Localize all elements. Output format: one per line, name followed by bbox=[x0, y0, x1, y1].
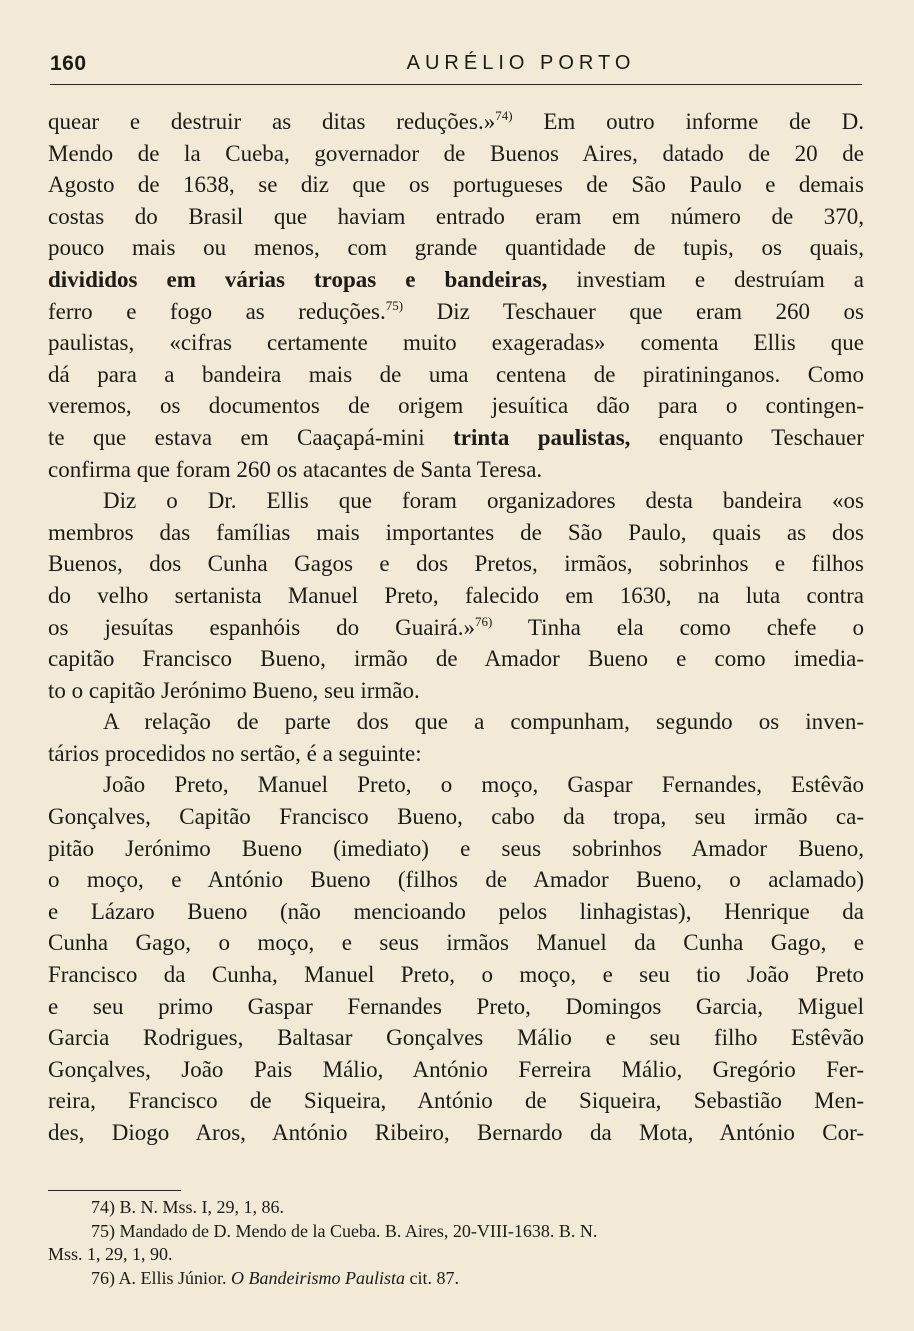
body-text bbox=[48, 106, 864, 1149]
footnote-ref: 75) bbox=[385, 297, 404, 313]
bold-text: trinta paulistas, bbox=[453, 424, 631, 450]
text-line bbox=[48, 612, 864, 644]
text-line: do velho sertanista Manuel Preto, falecido em 1630, na luta contra bbox=[48, 582, 864, 608]
text-line: Mendo de la Cueba, governador de Buenos Aires, datado de 20 de bbox=[48, 140, 864, 166]
text-segment: ferro e fogo as reduções. bbox=[48, 298, 386, 324]
text-line: o moço, e António Bueno (filhos de Amador Bueno, o aclamado) bbox=[48, 867, 864, 893]
text-line: Diz o Dr. Ellis que foram organizadores desta bandeira «os bbox=[103, 488, 864, 514]
text-line: pitão Jerónimo Bueno (imediato) e seus sobrinhos Amador Bueno, bbox=[48, 835, 864, 861]
text-line: des, Diogo Aros, António Ribeiro, Bernardo da Mota, António Cor- bbox=[48, 1120, 864, 1145]
text-segment: quear e destruir as ditas reduções.» bbox=[48, 109, 496, 134]
footnote: Mss. 1, 29, 1, 90. bbox=[48, 1244, 173, 1264]
text-line: A relação de parte dos que a compunham, segundo os inven- bbox=[103, 709, 864, 735]
text-segment: os jesuítas espanhóis do Guairá.» bbox=[48, 614, 475, 640]
text-line: Francisco da Cunha, Manuel Preto, o moço, e seu tio João Preto bbox=[48, 962, 864, 988]
text-segment: te que estava em Caaçapá-mini bbox=[48, 424, 454, 450]
footnote-ref: 74) bbox=[495, 108, 513, 123]
page-header bbox=[50, 50, 862, 85]
text-segment: Tinha ela como chefe o bbox=[492, 614, 864, 640]
book-title: O Bandeirismo Paulista bbox=[231, 1267, 406, 1288]
text-line: Cunha Gago, o moço, e seus irmãos Manuel da Cunha Gago, e bbox=[48, 930, 864, 956]
footnote-ref: 76) bbox=[475, 613, 493, 629]
text-line: pouco mais ou menos, com grande quantidade de tupis, os quais, bbox=[48, 235, 864, 261]
text-line: Garcia Rodrigues, Baltasar Gonçalves Málio e seu filho Estêvão bbox=[48, 1025, 864, 1051]
text-segment: enquanto Teschauer bbox=[630, 424, 864, 450]
text-line: paulistas, «cifras certamente muito exageradas» comenta Ellis que bbox=[48, 330, 864, 356]
text-segment: Em outro informe de D. bbox=[512, 109, 864, 134]
footnote bbox=[48, 1267, 864, 1291]
text-line: confirma que foram 260 os atacantes de Santa Teresa. bbox=[48, 456, 543, 482]
text-segment: Diz Teschauer que eram 260 os bbox=[403, 298, 864, 324]
text-line: e seu primo Gaspar Fernandes Preto, Domingos Garcia, Miguel bbox=[48, 993, 864, 1019]
text-line: Gonçalves, Capitão Francisco Bueno, cabo da tropa, seu irmão ca- bbox=[48, 804, 864, 830]
text-line bbox=[48, 422, 864, 454]
text-line bbox=[48, 296, 864, 328]
text-line: João Preto, Manuel Preto, o moço, Gaspar Fernandes, Estêvão bbox=[103, 772, 864, 798]
text-line: capitão Francisco Bueno, irmão de Amador Bueno e como imedia- bbox=[48, 646, 864, 672]
footnote: 74) B. N. Mss. I, 29, 1, 86. bbox=[91, 1197, 285, 1217]
text-line: e Lázaro Bueno (não mencioando pelos linhagistas), Henrique da bbox=[48, 898, 864, 924]
text-line: veremos, os documentos de origem jesuítica dão para o contingen- bbox=[48, 393, 864, 419]
text-line: Buenos, dos Cunha Gagos e dos Pretos, irmãos, sobrinhos e filhos bbox=[48, 551, 864, 577]
bold-text: divididos em várias tropas e bandeiras, bbox=[48, 266, 548, 292]
text-line bbox=[48, 264, 864, 296]
text-line: tários procedidos no sertão, é a seguinte: bbox=[48, 740, 422, 766]
footnote-rule bbox=[48, 1190, 181, 1191]
text-segment: 76) A. Ellis Júnior. bbox=[91, 1267, 232, 1288]
text-line: Agosto de 1638, se diz que os portugueses de São Paulo e demais bbox=[48, 172, 864, 198]
text-line: reira, Francisco de Siqueira, António de Siqueira, Sebastião Men- bbox=[48, 1088, 864, 1114]
text-line: membros das famílias mais importantes de São Paulo, quais as dos bbox=[48, 519, 864, 545]
text-line: costas do Brasil que haviam entrado eram em número de 370, bbox=[48, 203, 864, 229]
running-head: AURÉLIO PORTO bbox=[406, 52, 636, 74]
text-line: dá para a bandeira mais de uma centena de piratininganos. Como bbox=[48, 361, 864, 387]
text-line bbox=[48, 106, 864, 138]
text-line: to o capitão Jerónimo Bueno, seu irmão. bbox=[48, 677, 420, 703]
text-line: Gonçalves, João Pais Málio, António Ferreira Málio, Gregório Fer- bbox=[48, 1056, 864, 1082]
footnotes bbox=[48, 1196, 864, 1290]
footnote: 75) Mandado de D. Mendo de la Cueba. B. Aires, 20-VIII-1638. B. N. bbox=[91, 1220, 598, 1241]
page-number: 160 bbox=[50, 52, 87, 75]
text-segment: investiam e destruíam a bbox=[547, 266, 864, 292]
text-segment: cit. 87. bbox=[405, 1267, 460, 1288]
